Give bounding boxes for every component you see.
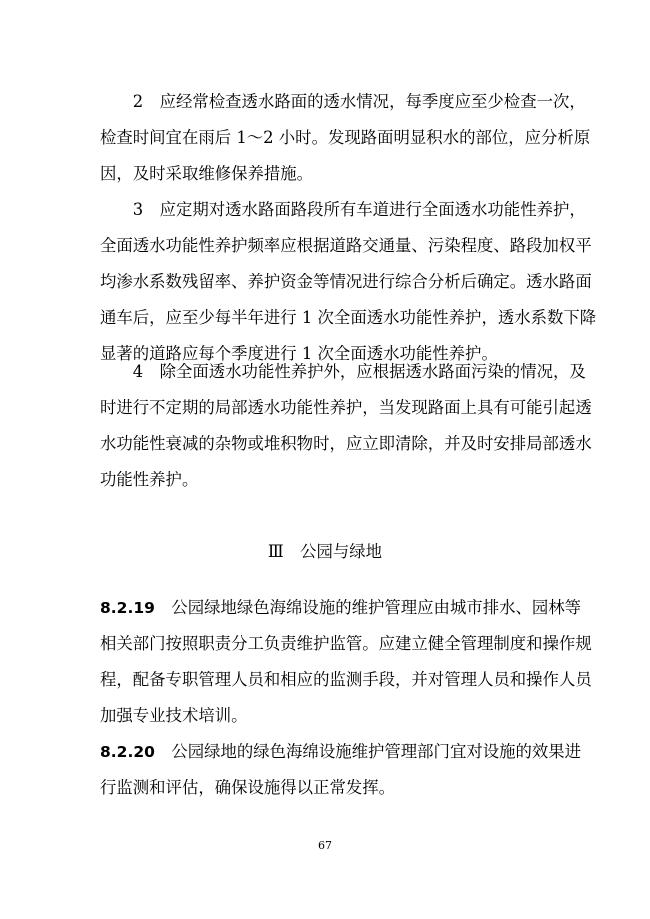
item-3-line-2: 全面透水功能性养护频率应根据道路交通量、污染程度、路段加权平 [100, 236, 592, 255]
item-4-line-2: 时进行不定期的局部透水功能性养护，当发现路面上具有可能引起透 [100, 398, 592, 417]
clause-8-2-20-first-line [100, 734, 582, 770]
clause-8-2-19-line-3: 程，配备专职管理人员和相应的监测手段，并对管理人员和操作人员 [100, 670, 592, 689]
section-title: Ⅲ 公园与绿地 [267, 542, 383, 561]
clause-8-2-19-line-1: 公园绿地绿色海绵设施的维护管理应由城市排水、园林等 [154, 598, 582, 617]
item-2-paragraph [100, 84, 591, 192]
clause-8-2-19-line-2: 相关部门按照职责分工负责维护监管。应建立健全管理制度和操作规 [100, 634, 592, 653]
clause-8-2-19-line-4: 加强专业技术培训。 [100, 706, 248, 725]
clause-8-2-20-paragraph [100, 734, 582, 806]
item-2-line-1: 2 应经常检查透水路面的透水情况，每季度应至少检查一次， [100, 92, 586, 111]
item-3-line-4: 通车后，应至少每半年进行 1 次全面透水功能性养护，透水系数下降 [100, 308, 597, 327]
clause-number: 8.2.20 [100, 743, 155, 761]
item-4-line-3: 水功能性衰减的杂物或堆积物时，应立即清除，并及时安排局部透水 [100, 434, 592, 453]
clause-number: 8.2.19 [100, 599, 155, 617]
item-2-line-3: 因，及时采取维修保养措施。 [100, 164, 314, 183]
item-3-line-1: 3 应定期对透水路面路段所有车道进行全面透水功能性养护， [100, 200, 586, 219]
clause-8-2-19-paragraph [100, 590, 592, 734]
clause-8-2-19-first-line [100, 590, 582, 626]
clause-8-2-20-line-1: 公园绿地的绿色海绵设施维护管理部门宜对设施的效果进 [154, 742, 582, 761]
clause-8-2-20-line-2: 行监测和评估，确保设施得以正常发挥。 [100, 778, 396, 797]
item-2-line-2: 检查时间宜在雨后 1～2 小时。发现路面明显积水的部位，应分析原 [100, 128, 591, 147]
item-3-line-5: 显著的道路应每个季度进行 1 次全面透水功能性养护。 [100, 344, 498, 363]
item-4-line-4: 功能性养护。 [100, 470, 199, 489]
item-4-line-1: 4 除全面透水功能性养护外，应根据透水路面污染的情况，及 [100, 362, 586, 381]
page-number: 67 [318, 839, 332, 852]
item-3-line-3: 均渗水系数残留率、养护资金等情况进行综合分析后确定。透水路面 [100, 272, 592, 291]
item-4-paragraph [100, 354, 592, 498]
